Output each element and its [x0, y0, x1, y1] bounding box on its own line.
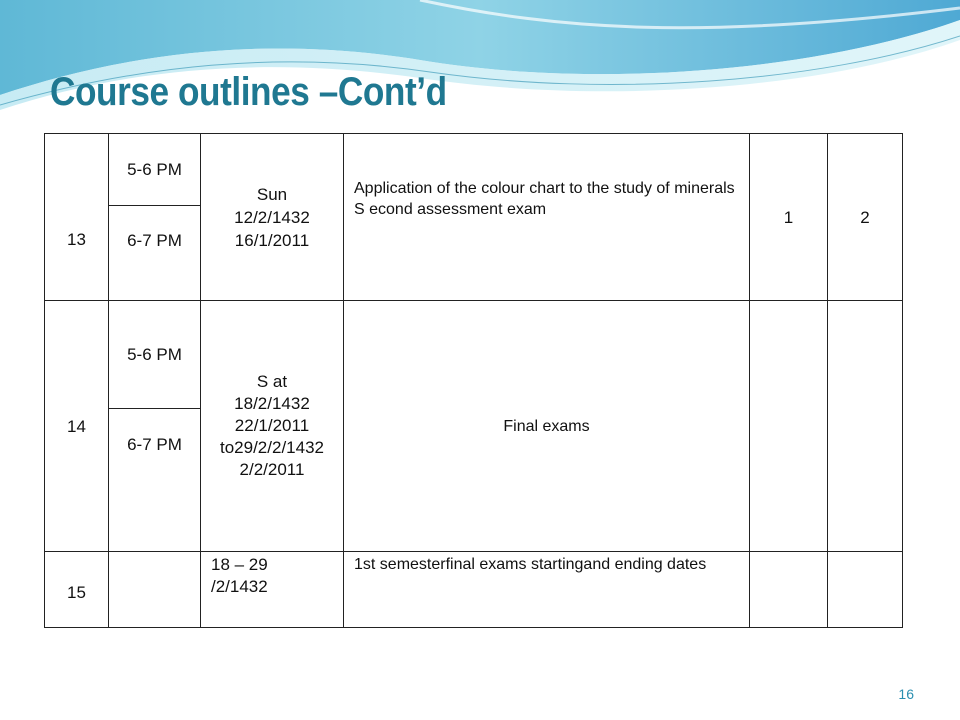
table-row: [45, 552, 108, 627]
time-slot: [109, 301, 200, 408]
week-number: 13: [67, 229, 86, 249]
slide-title: Course outlines –Cont’d: [50, 70, 447, 114]
week-number: 14: [67, 416, 86, 436]
value-cell: [750, 552, 827, 627]
table-row: [45, 134, 108, 300]
time-slot: [109, 552, 200, 627]
value-cell: [828, 552, 902, 627]
time-slot: [109, 134, 200, 205]
week-number: 15: [67, 583, 86, 602]
time-slot: [109, 409, 200, 551]
date-text: Sun 12/2/1432 16/1/2011: [234, 184, 310, 250]
value-cell: [750, 134, 827, 300]
table-border-right: [902, 133, 903, 628]
date-cell: [201, 301, 343, 551]
topic-cell: [344, 301, 749, 551]
page-number: 16: [898, 686, 914, 702]
date-text: 18 – 29 /2/1432: [211, 555, 268, 596]
time-label: 5-6 PM: [127, 160, 182, 179]
time-label: 6-7 PM: [127, 434, 182, 454]
topic-cell: [344, 552, 749, 627]
table-row: [45, 301, 108, 551]
topic-text: 1st semesterfinal exams startingand ending dates: [354, 556, 707, 573]
value-cell: [750, 301, 827, 551]
topic-cell: [344, 134, 749, 300]
value-text: 2: [860, 207, 870, 227]
time-label: 5-6 PM: [127, 345, 182, 364]
date-cell: [201, 134, 343, 300]
value-cell: [828, 134, 902, 300]
topic-text: Application of the colour chart to the study of minerals S econd assessment exam: [354, 180, 735, 218]
value-text: 1: [783, 207, 794, 227]
time-label: 6-7 PM: [127, 230, 182, 250]
date-cell: [201, 552, 343, 627]
date-text: S at 18/2/1432 22/1/2011 to29/2/2/1432 2/2/2011: [220, 372, 324, 479]
table-border-bottom: [44, 627, 903, 628]
topic-text: Final exams: [503, 417, 590, 435]
value-cell: [828, 301, 902, 551]
time-slot: [109, 206, 200, 300]
